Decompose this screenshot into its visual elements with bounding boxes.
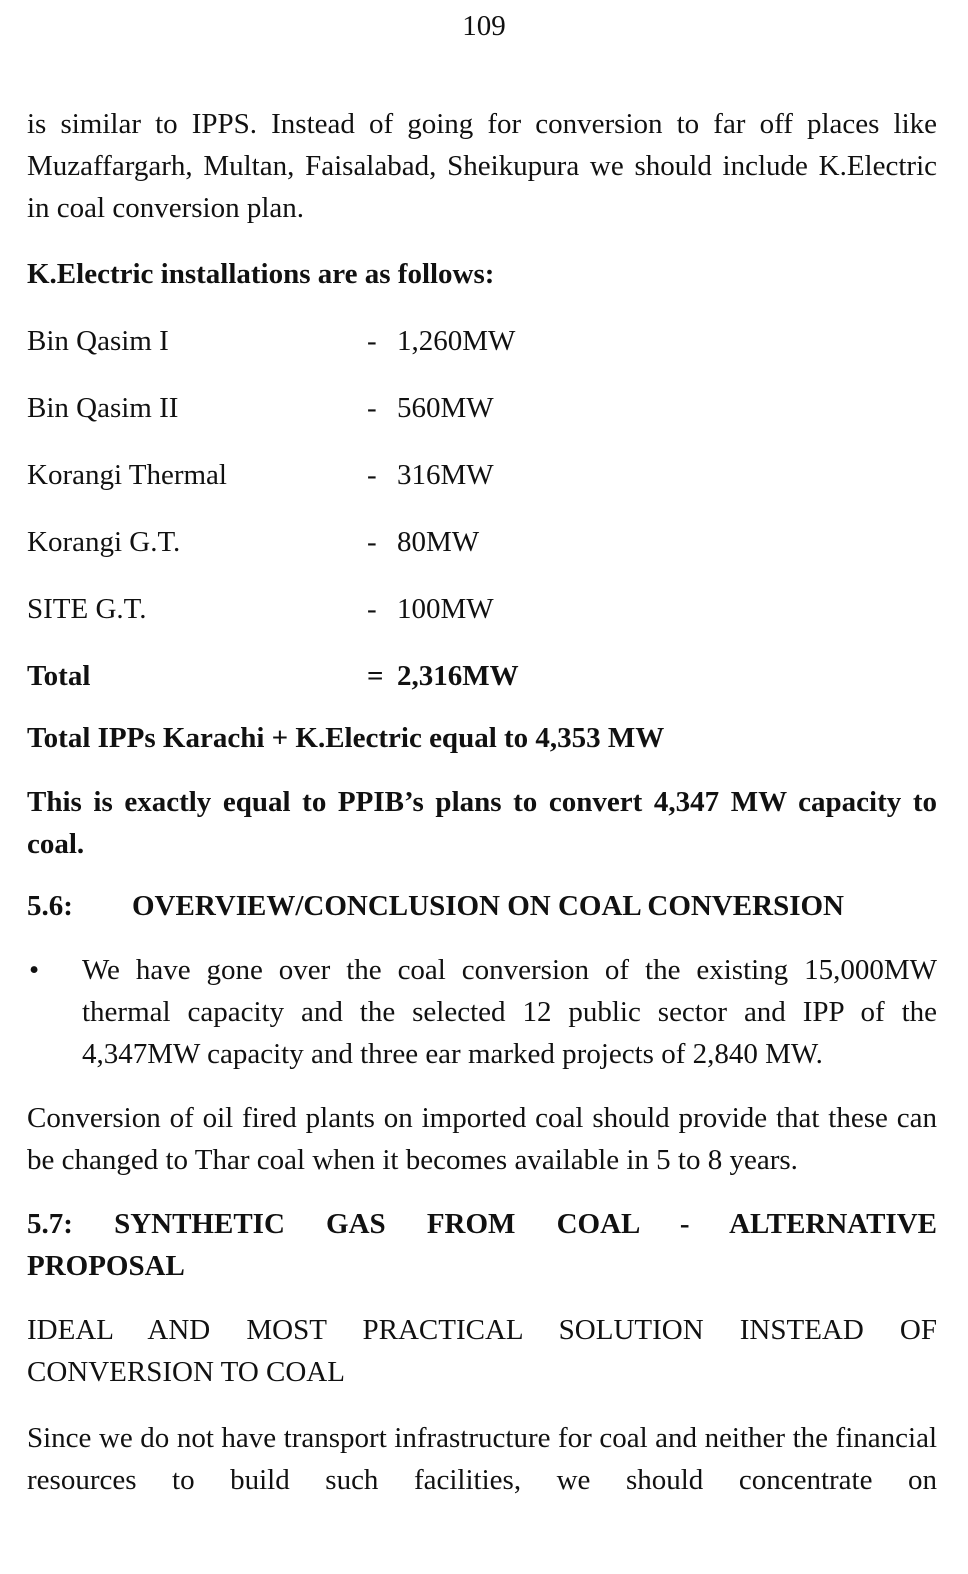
installations-list bbox=[27, 320, 937, 717]
installation-row bbox=[27, 387, 937, 454]
ppib-statement: This is exactly equal to PPIB’s plans to convert 4,347 MW capacity to coal. bbox=[27, 786, 937, 860]
page-number: 109 bbox=[462, 10, 506, 42]
installation-row bbox=[27, 454, 937, 521]
installations-heading: K.Electric installations are as follows: bbox=[27, 258, 495, 290]
total-ipps-line: Total IPPs Karachi + K.Electric equal to 4,353 MW bbox=[27, 722, 665, 754]
bullet-icon: • bbox=[29, 954, 40, 986]
section-number: 5.7: bbox=[27, 1208, 73, 1240]
section-number: 5.6: bbox=[27, 890, 73, 922]
installation-capacity: 100MW bbox=[397, 593, 494, 625]
subheading-line: IDEAL AND MOST PRACTICAL SOLUTION INSTEAD OF bbox=[27, 1314, 937, 1346]
conversion-paragraph: Conversion of oil fired plants on imported coal should provide that these can be changed to Thar coal when it becomes available in 5 to 8 years. bbox=[27, 1102, 937, 1176]
installation-capacity: 1,260MW bbox=[397, 325, 516, 357]
installation-separator: - bbox=[367, 593, 377, 625]
subheading-line: CONVERSION TO COAL bbox=[27, 1356, 345, 1388]
installation-row bbox=[27, 320, 937, 387]
installation-name: SITE G.T. bbox=[27, 593, 147, 625]
total-capacity: 2,316MW bbox=[397, 660, 519, 692]
page-content bbox=[27, 103, 937, 1501]
section-5-6-heading bbox=[27, 885, 937, 927]
installation-separator: - bbox=[367, 325, 377, 357]
section-title: SYNTHETIC GAS FROM COAL - ALTERNATIVE bbox=[114, 1208, 938, 1240]
installation-name: Korangi G.T. bbox=[27, 526, 181, 558]
bullet-text: We have gone over the coal conversion of the existing 15,000MW thermal capacity and the selected 12 public sector and IPP of the 4,347MW capacity and three ear marked projects of 2,840 MW. bbox=[82, 954, 937, 1070]
installation-capacity: 80MW bbox=[397, 526, 480, 558]
installation-name: Bin Qasim II bbox=[27, 392, 179, 424]
installation-separator: - bbox=[367, 526, 377, 558]
closing-paragraph: Since we do not have transport infrastructure for coal and neither the financial resources to build such facilities, we should concentrate on bbox=[27, 1422, 937, 1496]
installation-row bbox=[27, 588, 937, 655]
total-separator: = bbox=[367, 660, 384, 692]
installation-capacity: 560MW bbox=[397, 392, 494, 424]
solution-subheading bbox=[27, 1309, 937, 1393]
installation-separator: - bbox=[367, 459, 377, 491]
total-label: Total bbox=[27, 660, 91, 692]
section-title-line: PROPOSAL bbox=[27, 1250, 185, 1282]
installation-total-row bbox=[27, 655, 937, 717]
intro-paragraph: is similar to IPPS. Instead of going for conversion to far off places like Muzaffargarh, Multan, Faisalabad, Sheikupura we should include K.Electric in coal conversion plan. bbox=[27, 108, 937, 224]
installation-separator: - bbox=[367, 392, 377, 424]
installation-name: Bin Qasim I bbox=[27, 325, 169, 357]
installation-capacity: 316MW bbox=[397, 459, 494, 491]
installation-name: Korangi Thermal bbox=[27, 459, 227, 491]
section-title: OVERVIEW/CONCLUSION ON COAL CONVERSION bbox=[132, 890, 845, 922]
section-5-7-heading bbox=[27, 1203, 937, 1287]
installation-row bbox=[27, 521, 937, 588]
bullet-item bbox=[27, 949, 937, 1075]
section-title-line bbox=[27, 1203, 937, 1245]
